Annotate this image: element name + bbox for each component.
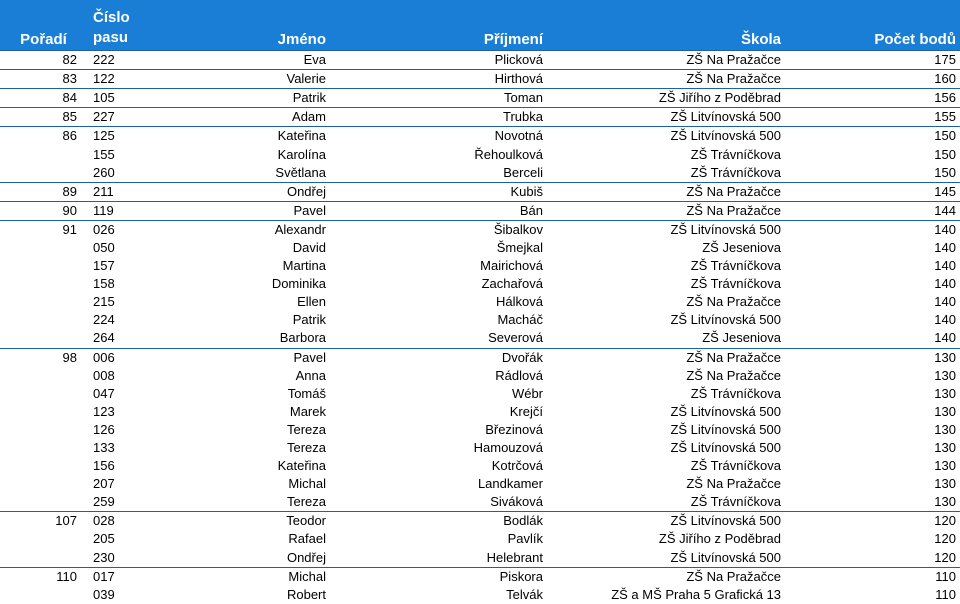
cell-points: 130 <box>934 494 956 510</box>
cell-pass-number: 047 <box>93 385 115 401</box>
cell-school: ZŠ Trávníčkova <box>690 258 781 274</box>
cell-first-name: Karolína <box>277 146 326 162</box>
table-row <box>0 348 960 367</box>
cell-school: ZŠ Trávníčkova <box>690 458 781 474</box>
table-row <box>0 311 960 329</box>
cell-last-name: Hamouzová <box>473 440 543 456</box>
table-row <box>0 512 960 531</box>
cell-points: 130 <box>934 403 956 419</box>
cell-last-name: Siváková <box>490 494 543 510</box>
cell-pass-number: 105 <box>87 89 188 108</box>
header-pass-line2: pasu <box>93 29 129 46</box>
cell-points: 130 <box>934 367 956 383</box>
cell-rank <box>0 421 87 439</box>
cell-first-name: Anna <box>295 367 326 383</box>
header-rank: Pořadí <box>0 0 87 51</box>
cell-last-name: Kubiš <box>330 182 547 201</box>
cell-last-name: Hálková <box>496 294 543 310</box>
cell-pass-number: 039 <box>93 586 115 602</box>
cell-pass-number: 006 <box>87 348 188 367</box>
cell-pass-number: 125 <box>87 127 188 146</box>
cell-rank <box>0 586 87 604</box>
cell-pass-number: 119 <box>87 201 188 220</box>
cell-school: ZŠ Na Pražačce <box>547 348 785 367</box>
cell-first-name: Ondřej <box>188 182 330 201</box>
cell-points: 150 <box>934 146 956 162</box>
cell-first-name: Pavel <box>188 348 330 367</box>
cell-rank: 85 <box>0 108 87 127</box>
table-row <box>0 164 960 183</box>
table-row <box>0 127 960 146</box>
cell-school: ZŠ Na Pražačce <box>547 182 785 201</box>
cell-last-name: Bán <box>330 201 547 220</box>
table-row <box>0 329 960 348</box>
table-row <box>0 239 960 257</box>
cell-rank <box>0 275 87 293</box>
cell-pass-number: 122 <box>87 70 188 89</box>
cell-rank <box>0 403 87 421</box>
cell-first-name: Ondřej <box>286 549 326 565</box>
cell-school: ZŠ Litvínovská 500 <box>670 312 781 328</box>
cell-points: 140 <box>934 330 956 346</box>
cell-pass-number: 155 <box>93 146 115 162</box>
cell-rank: 107 <box>0 512 87 531</box>
table-row <box>0 367 960 385</box>
table-row <box>0 385 960 403</box>
cell-pass-number: 133 <box>93 440 115 456</box>
cell-first-name: Robert <box>286 586 326 602</box>
cell-last-name: Macháč <box>497 312 543 328</box>
cell-school: ZŠ Na Pražačce <box>547 70 785 89</box>
header-points: Počet bodů <box>785 0 960 51</box>
cell-first-name: Patrik <box>292 312 326 328</box>
cell-first-name: David <box>292 239 326 255</box>
cell-points: 130 <box>934 421 956 437</box>
cell-first-name: Eva <box>188 51 330 70</box>
cell-pass-number: 260 <box>93 164 115 180</box>
cell-pass-number: 224 <box>93 312 115 328</box>
cell-rank <box>0 493 87 512</box>
cell-pass-number: 008 <box>93 367 115 383</box>
cell-school: ZŠ Na Pražačce <box>686 476 781 492</box>
cell-first-name: Pavel <box>188 201 330 220</box>
cell-school: ZŠ Litvínovská 500 <box>670 421 781 437</box>
cell-last-name: Krejčí <box>509 403 543 419</box>
table-row <box>0 549 960 568</box>
cell-school: ZŠ Litvínovská 500 <box>547 512 785 531</box>
cell-pass-number: 222 <box>87 51 188 70</box>
cell-rank <box>0 549 87 568</box>
cell-points: 140 <box>934 258 956 274</box>
cell-first-name: Michal <box>288 476 326 492</box>
cell-points: 140 <box>785 220 960 239</box>
cell-first-name: Marek <box>289 403 326 419</box>
cell-first-name: Tomáš <box>287 385 326 401</box>
cell-first-name: Tereza <box>286 494 326 510</box>
cell-last-name: Severová <box>488 330 543 346</box>
cell-school: ZŠ Jeseniova <box>702 330 781 346</box>
table-row <box>0 475 960 493</box>
table-row <box>0 108 960 127</box>
cell-school: ZŠ Trávníčkova <box>690 385 781 401</box>
cell-last-name: Pavlík <box>507 531 543 547</box>
cell-points: 140 <box>934 239 956 255</box>
cell-rank: 90 <box>0 201 87 220</box>
cell-first-name: Tereza <box>286 421 326 437</box>
table-row <box>0 145 960 163</box>
cell-points: 130 <box>934 385 956 401</box>
cell-last-name: Piskora <box>330 567 547 586</box>
cell-pass-number: 156 <box>93 458 115 474</box>
cell-points: 155 <box>785 108 960 127</box>
cell-pass-number: 157 <box>93 258 115 274</box>
cell-last-name: Toman <box>330 89 547 108</box>
cell-school: ZŠ Trávníčkova <box>690 276 781 292</box>
cell-last-name: Helebrant <box>486 549 543 565</box>
cell-rank: 89 <box>0 182 87 201</box>
cell-last-name: Hirthová <box>330 70 547 89</box>
cell-rank: 84 <box>0 89 87 108</box>
cell-rank: 83 <box>0 70 87 89</box>
cell-last-name: Telvák <box>506 586 543 602</box>
cell-first-name: Tereza <box>286 440 326 456</box>
cell-school: ZŠ Jiřího z Poděbrad <box>658 531 781 547</box>
header-last-name: Příjmení <box>330 0 547 51</box>
cell-rank <box>0 367 87 385</box>
cell-last-name: Šmejkal <box>496 239 543 255</box>
cell-rank: 82 <box>0 51 87 70</box>
table-row <box>0 257 960 275</box>
table-row <box>0 530 960 548</box>
cell-last-name: Dvořák <box>330 348 547 367</box>
header-pass-line1: Číslo <box>93 9 130 26</box>
cell-rank <box>0 457 87 475</box>
cell-last-name: Bodlák <box>330 512 547 531</box>
cell-first-name: Alexandr <box>188 220 330 239</box>
cell-school: ZŠ Litvínovská 500 <box>547 108 785 127</box>
cell-points: 140 <box>934 276 956 292</box>
cell-points: 150 <box>785 127 960 146</box>
cell-first-name: Kateřina <box>277 458 326 474</box>
cell-rank <box>0 145 87 163</box>
header-pass-number <box>87 0 188 51</box>
cell-rank <box>0 239 87 257</box>
cell-school: ZŠ Litvínovská 500 <box>670 440 781 456</box>
cell-pass-number: 123 <box>93 403 115 419</box>
cell-pass-number: 259 <box>93 494 115 510</box>
cell-first-name: Patrik <box>188 89 330 108</box>
cell-points: 144 <box>785 201 960 220</box>
cell-first-name: Adam <box>188 108 330 127</box>
table-row <box>0 586 960 604</box>
cell-school: ZŠ Na Pražačce <box>547 201 785 220</box>
cell-points: 120 <box>934 549 956 565</box>
cell-last-name: Berceli <box>503 164 543 180</box>
table-row <box>0 182 960 201</box>
cell-points: 130 <box>934 458 956 474</box>
cell-last-name: Březinová <box>485 421 543 437</box>
cell-pass-number: 050 <box>93 239 115 255</box>
cell-last-name: Plicková <box>330 51 547 70</box>
cell-points: 110 <box>935 586 956 602</box>
cell-rank: 98 <box>0 348 87 367</box>
cell-school: ZŠ Trávníčkova <box>690 146 781 162</box>
cell-first-name: Valerie <box>188 70 330 89</box>
table-row <box>0 457 960 475</box>
cell-school: ZŠ Litvínovská 500 <box>547 127 785 146</box>
cell-rank: 110 <box>0 567 87 586</box>
cell-pass-number: 264 <box>93 330 115 346</box>
cell-rank <box>0 293 87 311</box>
cell-points: 145 <box>785 182 960 201</box>
cell-school: ZŠ Na Pražačce <box>547 567 785 586</box>
cell-school: ZŠ a MŠ Praha 5 Grafická 13 <box>611 586 781 602</box>
table-row <box>0 220 960 239</box>
cell-last-name: Šibalkov <box>330 220 547 239</box>
cell-pass-number: 126 <box>93 421 115 437</box>
table-row <box>0 493 960 512</box>
table-row <box>0 51 960 70</box>
cell-points: 150 <box>934 164 956 180</box>
cell-school: ZŠ Na Pražačce <box>686 294 781 310</box>
table-row <box>0 439 960 457</box>
cell-first-name: Martina <box>282 258 326 274</box>
cell-points: 156 <box>785 89 960 108</box>
table-row <box>0 293 960 311</box>
header-first-name: Jméno <box>188 0 330 51</box>
cell-pass-number: 028 <box>87 512 188 531</box>
cell-pass-number: 230 <box>93 549 115 565</box>
cell-first-name: Dominika <box>271 276 326 292</box>
cell-school: ZŠ Litvínovská 500 <box>670 403 781 419</box>
cell-first-name: Rafael <box>288 531 326 547</box>
cell-last-name: Řehoulková <box>474 146 543 162</box>
cell-rank: 91 <box>0 220 87 239</box>
cell-pass-number: 211 <box>87 182 188 201</box>
cell-rank <box>0 257 87 275</box>
cell-first-name: Michal <box>188 567 330 586</box>
cell-pass-number: 017 <box>87 567 188 586</box>
cell-first-name: Teodor <box>188 512 330 531</box>
cell-school: ZŠ Litvínovská 500 <box>547 220 785 239</box>
table-row <box>0 403 960 421</box>
cell-first-name: Barbora <box>279 330 326 346</box>
cell-school: ZŠ Na Pražačce <box>547 51 785 70</box>
cell-last-name: Wébr <box>511 385 543 401</box>
cell-first-name: Ellen <box>297 294 326 310</box>
cell-points: 120 <box>934 531 956 547</box>
cell-school: ZŠ Trávníčkova <box>690 494 781 510</box>
table-row <box>0 567 960 586</box>
cell-points: 140 <box>934 294 956 310</box>
cell-pass-number: 215 <box>93 294 115 310</box>
cell-points: 160 <box>785 70 960 89</box>
cell-pass-number: 026 <box>87 220 188 239</box>
cell-rank <box>0 385 87 403</box>
cell-last-name: Rádlová <box>495 367 543 383</box>
cell-points: 110 <box>785 567 960 586</box>
cell-points: 175 <box>785 51 960 70</box>
cell-school: ZŠ Litvínovská 500 <box>670 549 781 565</box>
cell-school: ZŠ Na Pražačce <box>686 367 781 383</box>
cell-pass-number: 158 <box>93 276 115 292</box>
cell-rank: 86 <box>0 127 87 146</box>
cell-last-name: Zachařová <box>481 276 543 292</box>
cell-school: ZŠ Jeseniova <box>702 239 781 255</box>
cell-rank <box>0 475 87 493</box>
cell-rank <box>0 311 87 329</box>
cell-pass-number: 207 <box>93 476 115 492</box>
cell-points: 130 <box>934 440 956 456</box>
cell-last-name: Trubka <box>330 108 547 127</box>
header-row <box>0 0 960 51</box>
cell-last-name: Kotrčová <box>491 458 543 474</box>
cell-last-name: Mairichová <box>480 258 543 274</box>
cell-pass-number: 205 <box>93 531 115 547</box>
cell-pass-number: 227 <box>87 108 188 127</box>
cell-last-name: Novotná <box>330 127 547 146</box>
cell-points: 130 <box>934 476 956 492</box>
cell-school: ZŠ Trávníčkova <box>690 164 781 180</box>
table-row <box>0 89 960 108</box>
table-row <box>0 70 960 89</box>
cell-rank <box>0 530 87 548</box>
cell-rank <box>0 164 87 183</box>
table-row <box>0 201 960 220</box>
cell-last-name: Landkamer <box>477 476 543 492</box>
cell-points: 120 <box>785 512 960 531</box>
cell-first-name: Kateřina <box>188 127 330 146</box>
cell-points: 140 <box>934 312 956 328</box>
cell-school: ZŠ Jiřího z Poděbrad <box>547 89 785 108</box>
cell-first-name: Světlana <box>275 164 326 180</box>
header-school: Škola <box>547 0 785 51</box>
table-row <box>0 421 960 439</box>
table-row <box>0 275 960 293</box>
cell-rank <box>0 439 87 457</box>
cell-points: 130 <box>785 348 960 367</box>
cell-rank <box>0 329 87 348</box>
